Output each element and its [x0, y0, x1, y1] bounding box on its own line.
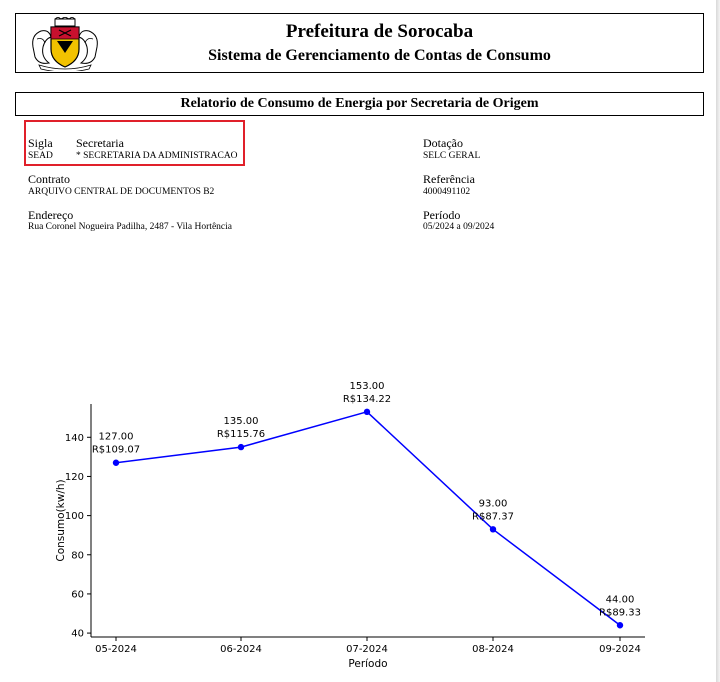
x-tick-label: 09-2024 — [599, 644, 641, 655]
endereco-value: Rua Coronel Nogueira Padilha, 2487 - Vila Hortência — [28, 222, 232, 232]
data-point — [364, 409, 370, 415]
x-tick-label: 07-2024 — [346, 644, 388, 655]
secretaria-value: * SECRETARIA DA ADMINISTRACAO — [76, 151, 238, 161]
endereco-label: Endereço — [28, 208, 74, 222]
data-label-valor: R$109.07 — [91, 444, 141, 456]
contrato-value: ARQUIVO CENTRAL DE DOCUMENTOS B2 — [28, 187, 215, 197]
referencia-value: 4000491102 — [423, 187, 471, 197]
sigla-label: Sigla — [28, 136, 53, 150]
data-label-valor: R$89.33 — [599, 607, 641, 619]
y-axis-label: Consumo(kw/h) — [55, 479, 67, 562]
periodo-label: Período — [423, 208, 461, 222]
data-point — [113, 460, 119, 466]
data-label-valor: R$134.22 — [342, 393, 392, 405]
y-tick-label: 60 — [71, 589, 84, 601]
data-label-consumo: 153.00 — [349, 380, 385, 392]
page-title: Prefeitura de Sorocaba — [285, 21, 474, 42]
data-label-consumo: 127.00 — [98, 431, 134, 443]
data-label-valor: R$87.37 — [472, 511, 514, 523]
periodo-value: 05/2024 a 09/2024 — [423, 222, 495, 232]
y-tick-label: 80 — [71, 550, 84, 562]
data-point — [238, 444, 244, 450]
y-tick-label: 40 — [71, 628, 84, 640]
dotacao-value: SELC GERAL — [423, 151, 481, 161]
series-line — [116, 412, 620, 625]
x-tick-label: 05-2024 — [95, 644, 137, 655]
data-label-consumo: 93.00 — [478, 498, 508, 510]
y-tick-label: 120 — [64, 471, 84, 483]
data-point — [490, 526, 496, 532]
referencia-label: Referência — [423, 172, 475, 186]
data-point — [617, 622, 623, 628]
page-subtitle: Sistema de Gerenciamento de Contas de Consumo — [208, 47, 551, 64]
contrato-label: Contrato — [28, 172, 70, 186]
y-tick-label: 100 — [64, 511, 84, 523]
data-label-consumo: 44.00 — [605, 594, 635, 606]
x-tick-label: 06-2024 — [220, 644, 262, 655]
dotacao-label: Dotação — [423, 136, 463, 150]
y-tick-label: 140 — [64, 432, 84, 444]
report-title: Relatorio de Consumo de Energia por Secretaria de Origem — [15, 92, 704, 116]
secretaria-label: Secretaria — [76, 136, 124, 150]
x-tick-label: 08-2024 — [472, 644, 514, 655]
data-label-valor: R$115.76 — [216, 429, 266, 441]
data-label-consumo: 135.00 — [223, 416, 259, 428]
x-axis-label: Período — [348, 658, 388, 670]
sigla-value: SEAD — [28, 151, 53, 161]
